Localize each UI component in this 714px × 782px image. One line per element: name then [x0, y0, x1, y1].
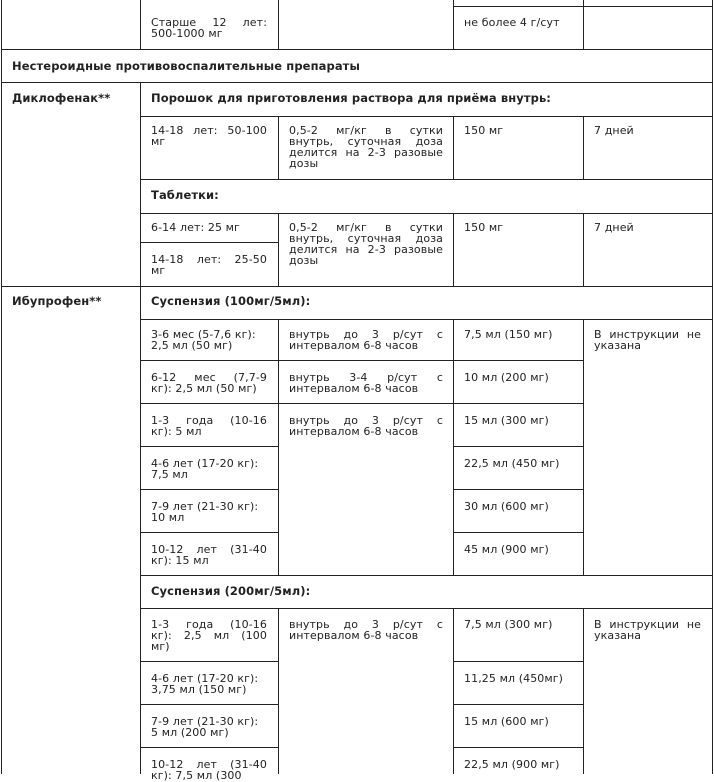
table-border-left — [1, 0, 2, 774]
age-dose-line: 14-18 лет: 25-50 — [151, 253, 267, 266]
row-sep — [453, 704, 584, 705]
age-dose-line: 7,5 мл — [151, 468, 188, 481]
row-sep — [140, 213, 713, 214]
regimen-line: интервалом 6-8 часов — [289, 425, 419, 438]
age-dose-line: 4-6 лет (17-20 кг): — [151, 457, 259, 470]
regimen-line: внутрь до 3 р/сут с — [289, 328, 443, 341]
row-sep — [140, 747, 279, 748]
regimen-line: дозы — [289, 157, 319, 170]
age-dose-line: 10-12 лет (31-40 — [151, 543, 267, 556]
age-dose: 6-14 лет: 25 мг — [151, 221, 240, 234]
regimen-line: дозы — [289, 254, 319, 267]
row-sep — [1, 82, 713, 83]
col-sep-age — [278, 0, 279, 49]
age-dose-line: 14-18 лет: 50-100 — [151, 124, 267, 137]
regimen-line: 0,5-2 мг/кг в сутки — [289, 221, 443, 234]
age-dose-line: 2,5 мл (50 мг) — [151, 339, 233, 352]
row-sep — [140, 116, 713, 117]
max-dose: 7,5 мл (150 мг) — [464, 328, 553, 341]
max-dose: 7,5 мл (300 мг) — [464, 618, 553, 631]
duration: 7 дней — [594, 221, 634, 234]
max-dose: 11,25 мл (450мг) — [464, 672, 564, 685]
age-dose-line: 4-6 лет (17-20 кг): — [151, 672, 259, 685]
duration-line: В инструкции не — [594, 328, 701, 341]
age-dose-line: мг — [151, 264, 166, 277]
col-sep-regimen — [453, 608, 454, 774]
max-dose: 30 мл (600 мг) — [464, 500, 549, 513]
regimen-line: интервалом 6-8 часов — [289, 382, 419, 395]
regimen-line: внутрь, суточная доза — [289, 135, 443, 148]
duration-line: В инструкции не — [594, 618, 701, 631]
max-dose: 15 мл (300 мг) — [464, 414, 549, 427]
max-daily-dose: не более 4 г/сут — [464, 16, 560, 29]
drug-name-diclofenac: Диклофенак** — [12, 91, 111, 105]
form-header-suspension-200: Суспензия (200мг/5мл): — [151, 584, 311, 598]
row-sep — [140, 360, 584, 361]
regimen-line: 0,5-2 мг/кг в сутки — [289, 124, 443, 137]
row-sep — [140, 704, 279, 705]
age-dose-line: 3-6 мес (5-7,6 кг): — [151, 328, 256, 341]
age-dose-line: 1-3 года (10-16 — [151, 414, 267, 427]
age-dose-line: Старше 12 лет: — [151, 16, 267, 29]
drug-name-ibuprofen: Ибупрофен** — [12, 294, 102, 308]
age-dose-line: 10 мл — [151, 511, 185, 524]
row-sep — [453, 446, 584, 447]
regimen-line: интервалом 6-8 часов — [289, 629, 419, 642]
col-sep-age — [278, 608, 279, 774]
age-dose-line: мг — [151, 135, 166, 148]
age-dose-line: 6-12 мес (7,7-9 — [151, 371, 267, 384]
section-header-nsaid: Нестероидные противовоспалительные препараты — [12, 59, 360, 73]
age-dose-line: 7-9 лет (21-30 кг): — [151, 715, 259, 728]
age-dose-line: 3,75 мл (150 мг) — [151, 683, 247, 696]
duration: 7 дней — [594, 124, 634, 137]
age-dose-line: 5 мл (200 мг) — [151, 726, 229, 739]
row-sep — [140, 661, 279, 662]
col-sep-drug — [140, 82, 141, 774]
row-sep — [140, 446, 279, 447]
col-sep-max — [583, 213, 584, 286]
age-dose-line: кг): 5 мл — [151, 425, 202, 438]
col-sep-regimen — [453, 213, 454, 286]
row-sep — [1, 286, 713, 287]
col-sep-regimen — [453, 0, 454, 49]
col-sep-drug — [140, 0, 141, 49]
age-dose-line: кг): 15 мл — [151, 554, 209, 567]
row-sep — [140, 242, 279, 243]
max-dose: 22,5 мл (450 мг) — [464, 457, 560, 470]
row-sep — [140, 489, 279, 490]
row-sep — [140, 319, 713, 320]
regimen-line: внутрь до 3 р/сут с — [289, 414, 443, 427]
duration-line: указана — [594, 629, 642, 642]
regimen-line: внутрь, суточная доза — [289, 232, 443, 245]
col-sep-max — [583, 116, 584, 180]
form-header-powder: Порошок для приготовления раствора для приёма внутрь: — [151, 91, 552, 105]
max-dose: 150 мг — [464, 221, 504, 234]
row-sep — [453, 489, 584, 490]
row-sep — [453, 661, 584, 662]
row-sep — [140, 575, 713, 576]
regimen-line: делится на 2-3 разовые — [289, 146, 443, 159]
col-sep-max — [583, 0, 584, 49]
row-sep — [453, 532, 584, 533]
col-sep-age — [278, 319, 279, 576]
max-dose: 15 мл (600 мг) — [464, 715, 549, 728]
regimen-line: внутрь 3-4 р/сут с — [289, 371, 443, 384]
age-dose-line: 500-1000 мг — [151, 27, 223, 40]
max-dose: 45 мл (900 мг) — [464, 543, 549, 556]
row-sep — [1, 49, 713, 50]
age-dose-line: кг): 2,5 мл (50 мг) — [151, 382, 257, 395]
col-sep-age — [278, 116, 279, 180]
form-header-suspension-100: Суспензия (100мг/5мл): — [151, 294, 311, 308]
duration-line: указана — [594, 339, 642, 352]
regimen-line: внутрь до 3 р/сут с — [289, 618, 443, 631]
age-dose-line: 7-9 лет (21-30 кг): — [151, 500, 259, 513]
age-dose-line: мг) — [151, 640, 170, 653]
col-sep-max — [583, 608, 584, 774]
max-dose: 22,5 мл (900 мг) — [464, 758, 560, 771]
row-sep — [140, 179, 713, 180]
row-sep — [453, 747, 584, 748]
form-header-tablets: Таблетки: — [151, 188, 219, 202]
max-dose: 150 мг — [464, 124, 504, 137]
regimen-line: делится на 2-3 разовые — [289, 243, 443, 256]
max-dose: 10 мл (200 мг) — [464, 371, 549, 384]
age-dose-line: 10-12 лет (31-40 — [151, 758, 267, 771]
regimen-line: интервалом 6-8 часов — [289, 339, 419, 352]
row-sep — [140, 532, 279, 533]
col-sep-age — [278, 213, 279, 286]
col-sep-regimen — [453, 116, 454, 180]
age-dose-line: 1-3 года (10-16 — [151, 618, 267, 631]
col-sep-max — [583, 319, 584, 576]
age-dose-line: кг): 2,5 мл (100 — [151, 629, 267, 642]
row-sep — [140, 608, 713, 609]
col-sep-regimen — [453, 319, 454, 576]
age-dose-line: кг): 7,5 мл (300 — [151, 769, 242, 782]
row-sep — [453, 6, 713, 7]
row-sep — [140, 403, 584, 404]
